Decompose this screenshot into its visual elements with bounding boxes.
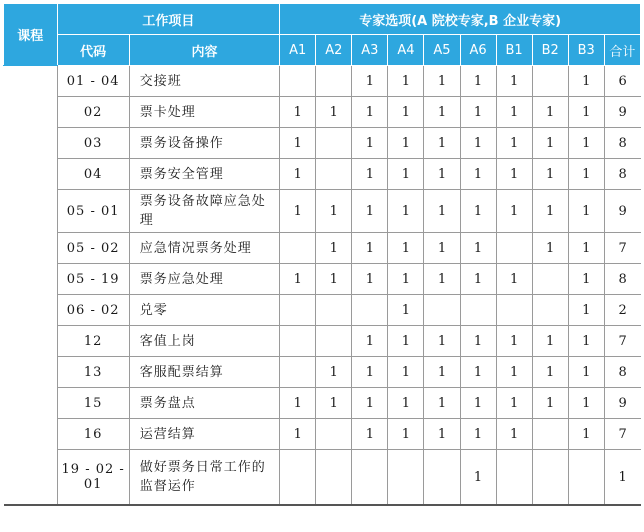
score-cell: 1 xyxy=(460,66,496,97)
course-cell xyxy=(4,66,58,506)
score-cell: 1 xyxy=(424,190,460,233)
score-cell xyxy=(316,159,352,190)
score-cell xyxy=(316,326,352,357)
score-cell xyxy=(568,450,604,506)
header-col-b3: B3 xyxy=(568,35,604,66)
header-content: 内容 xyxy=(129,35,279,66)
score-cell: 1 xyxy=(532,159,568,190)
code-cell: 12 xyxy=(57,326,129,357)
header-col-a1: A1 xyxy=(280,35,316,66)
score-cell: 1 xyxy=(424,388,460,419)
header-experts: 专家选项(A 院校专家,B 企业专家) xyxy=(280,4,641,35)
score-cell: 1 xyxy=(532,357,568,388)
score-cell: 1 xyxy=(352,190,388,233)
score-cell: 1 xyxy=(280,388,316,419)
score-cell xyxy=(352,450,388,506)
score-cell: 1 xyxy=(568,419,604,450)
score-cell: 1 xyxy=(496,326,532,357)
score-cell: 1 xyxy=(352,233,388,264)
score-cell xyxy=(532,66,568,97)
score-cell xyxy=(280,66,316,97)
header-col-a2: A2 xyxy=(316,35,352,66)
score-cell: 1 xyxy=(568,264,604,295)
content-cell: 票务设备操作 xyxy=(129,128,279,159)
score-cell: 1 xyxy=(352,97,388,128)
score-cell: 1 xyxy=(352,128,388,159)
score-cell: 1 xyxy=(388,357,424,388)
table-row xyxy=(4,326,641,357)
score-cell: 1 xyxy=(532,326,568,357)
score-cell: 1 xyxy=(496,128,532,159)
score-cell xyxy=(532,295,568,326)
code-cell: 05 - 02 xyxy=(57,233,129,264)
content-cell: 客服配票结算 xyxy=(129,357,279,388)
total-cell: 9 xyxy=(604,388,640,419)
total-cell: 2 xyxy=(604,295,640,326)
score-cell: 1 xyxy=(568,357,604,388)
score-cell: 1 xyxy=(460,264,496,295)
score-cell: 1 xyxy=(568,128,604,159)
score-cell: 1 xyxy=(424,233,460,264)
score-cell xyxy=(280,450,316,506)
score-cell: 1 xyxy=(352,326,388,357)
total-cell: 8 xyxy=(604,264,640,295)
header-col-a4: A4 xyxy=(388,35,424,66)
score-cell: 1 xyxy=(352,388,388,419)
code-cell: 15 xyxy=(57,388,129,419)
score-cell: 1 xyxy=(460,450,496,506)
table-row xyxy=(4,190,641,233)
score-cell: 1 xyxy=(424,357,460,388)
score-cell: 1 xyxy=(352,357,388,388)
score-cell: 1 xyxy=(532,388,568,419)
score-cell xyxy=(496,295,532,326)
score-cell: 1 xyxy=(496,357,532,388)
code-cell: 02 xyxy=(57,97,129,128)
total-cell: 9 xyxy=(604,190,640,233)
score-cell: 1 xyxy=(460,97,496,128)
score-cell: 1 xyxy=(424,128,460,159)
score-cell xyxy=(280,295,316,326)
score-cell: 1 xyxy=(532,233,568,264)
score-cell xyxy=(280,357,316,388)
total-cell: 7 xyxy=(604,326,640,357)
total-cell: 8 xyxy=(604,159,640,190)
table-row xyxy=(4,66,641,97)
score-cell: 1 xyxy=(316,233,352,264)
score-cell: 1 xyxy=(460,190,496,233)
score-cell: 1 xyxy=(280,128,316,159)
score-cell xyxy=(532,264,568,295)
header-work-item: 工作项目 xyxy=(57,4,280,35)
score-cell: 1 xyxy=(460,419,496,450)
total-cell: 8 xyxy=(604,357,640,388)
header-col-b2: B2 xyxy=(532,35,568,66)
score-cell: 1 xyxy=(352,159,388,190)
score-cell: 1 xyxy=(532,97,568,128)
table-body xyxy=(4,66,641,506)
content-cell: 票务设备故障应急处理 xyxy=(129,190,279,233)
score-cell: 1 xyxy=(388,264,424,295)
header-col-a6: A6 xyxy=(460,35,496,66)
header-code: 代码 xyxy=(57,35,129,66)
total-cell: 6 xyxy=(604,66,640,97)
content-cell: 兑零 xyxy=(129,295,279,326)
code-cell: 06 - 02 xyxy=(57,295,129,326)
table-row xyxy=(4,233,641,264)
score-cell xyxy=(316,66,352,97)
score-cell: 1 xyxy=(568,66,604,97)
score-cell: 1 xyxy=(496,419,532,450)
score-cell xyxy=(352,295,388,326)
score-cell xyxy=(424,450,460,506)
score-cell: 1 xyxy=(316,388,352,419)
score-cell: 1 xyxy=(424,326,460,357)
score-cell: 1 xyxy=(532,128,568,159)
content-cell: 应急情况票务处理 xyxy=(129,233,279,264)
score-cell: 1 xyxy=(568,295,604,326)
content-cell: 客值上岗 xyxy=(129,326,279,357)
score-cell: 1 xyxy=(496,97,532,128)
score-cell: 1 xyxy=(280,97,316,128)
score-cell: 1 xyxy=(388,326,424,357)
score-cell: 1 xyxy=(352,66,388,97)
header-col-total: 合计 xyxy=(604,35,640,66)
score-cell: 1 xyxy=(424,159,460,190)
table-row xyxy=(4,388,641,419)
score-cell: 1 xyxy=(352,264,388,295)
score-cell xyxy=(316,128,352,159)
score-cell: 1 xyxy=(460,128,496,159)
table-row xyxy=(4,128,641,159)
score-cell: 1 xyxy=(280,159,316,190)
score-cell: 1 xyxy=(280,419,316,450)
score-cell: 1 xyxy=(352,419,388,450)
score-cell: 1 xyxy=(532,190,568,233)
code-cell: 13 xyxy=(57,357,129,388)
content-cell: 票卡处理 xyxy=(129,97,279,128)
score-cell: 1 xyxy=(460,388,496,419)
score-cell: 1 xyxy=(388,419,424,450)
content-cell: 做好票务日常工作的监督运作 xyxy=(129,450,279,506)
score-cell: 1 xyxy=(316,190,352,233)
total-cell: 7 xyxy=(604,233,640,264)
header-col-b1: B1 xyxy=(496,35,532,66)
content-cell: 交接班 xyxy=(129,66,279,97)
score-cell: 1 xyxy=(316,264,352,295)
score-cell: 1 xyxy=(424,264,460,295)
total-cell: 8 xyxy=(604,128,640,159)
total-cell: 9 xyxy=(604,97,640,128)
score-cell: 1 xyxy=(460,233,496,264)
score-cell: 1 xyxy=(280,190,316,233)
score-cell: 1 xyxy=(460,326,496,357)
code-cell: 05 - 01 xyxy=(57,190,129,233)
score-cell: 1 xyxy=(568,326,604,357)
score-cell: 1 xyxy=(388,190,424,233)
score-cell xyxy=(532,450,568,506)
code-cell: 19 - 02 - 01 xyxy=(57,450,129,506)
total-cell: 1 xyxy=(604,450,640,506)
score-cell: 1 xyxy=(388,66,424,97)
score-cell: 1 xyxy=(388,159,424,190)
header-course: 课程 xyxy=(4,4,58,66)
score-cell: 1 xyxy=(388,233,424,264)
score-cell: 1 xyxy=(424,419,460,450)
score-cell: 1 xyxy=(424,66,460,97)
score-cell: 1 xyxy=(496,190,532,233)
score-cell: 1 xyxy=(460,159,496,190)
score-cell: 1 xyxy=(568,97,604,128)
score-cell xyxy=(460,295,496,326)
score-cell: 1 xyxy=(496,159,532,190)
table-row xyxy=(4,357,641,388)
score-cell: 1 xyxy=(496,388,532,419)
header-col-a5: A5 xyxy=(424,35,460,66)
score-cell xyxy=(316,419,352,450)
content-cell: 票务应急处理 xyxy=(129,264,279,295)
score-cell: 1 xyxy=(568,190,604,233)
score-cell: 1 xyxy=(316,97,352,128)
score-cell: 1 xyxy=(568,388,604,419)
score-cell xyxy=(280,326,316,357)
table-row xyxy=(4,295,641,326)
score-cell: 1 xyxy=(388,128,424,159)
score-cell: 1 xyxy=(388,388,424,419)
score-cell xyxy=(496,450,532,506)
table-row xyxy=(4,450,641,506)
content-cell: 票务盘点 xyxy=(129,388,279,419)
score-cell: 1 xyxy=(460,357,496,388)
score-cell: 1 xyxy=(388,97,424,128)
score-cell: 1 xyxy=(568,159,604,190)
score-cell: 1 xyxy=(496,264,532,295)
score-cell: 1 xyxy=(568,233,604,264)
header-col-a3: A3 xyxy=(352,35,388,66)
score-cell xyxy=(388,450,424,506)
content-cell: 运营结算 xyxy=(129,419,279,450)
score-cell xyxy=(424,295,460,326)
score-cell xyxy=(316,450,352,506)
score-cell: 1 xyxy=(388,295,424,326)
code-cell: 16 xyxy=(57,419,129,450)
expert-selection-table xyxy=(3,3,641,506)
score-cell xyxy=(316,295,352,326)
score-cell xyxy=(280,233,316,264)
total-cell: 7 xyxy=(604,419,640,450)
score-cell: 1 xyxy=(424,97,460,128)
score-cell: 1 xyxy=(316,357,352,388)
score-cell: 1 xyxy=(280,264,316,295)
table-row xyxy=(4,419,641,450)
code-cell: 01 - 04 xyxy=(57,66,129,97)
code-cell: 04 xyxy=(57,159,129,190)
code-cell: 05 - 19 xyxy=(57,264,129,295)
score-cell: 1 xyxy=(496,66,532,97)
code-cell: 03 xyxy=(57,128,129,159)
score-cell xyxy=(532,419,568,450)
score-cell xyxy=(496,233,532,264)
table-row xyxy=(4,97,641,128)
content-cell: 票务安全管理 xyxy=(129,159,279,190)
table-row xyxy=(4,264,641,295)
table-row xyxy=(4,159,641,190)
